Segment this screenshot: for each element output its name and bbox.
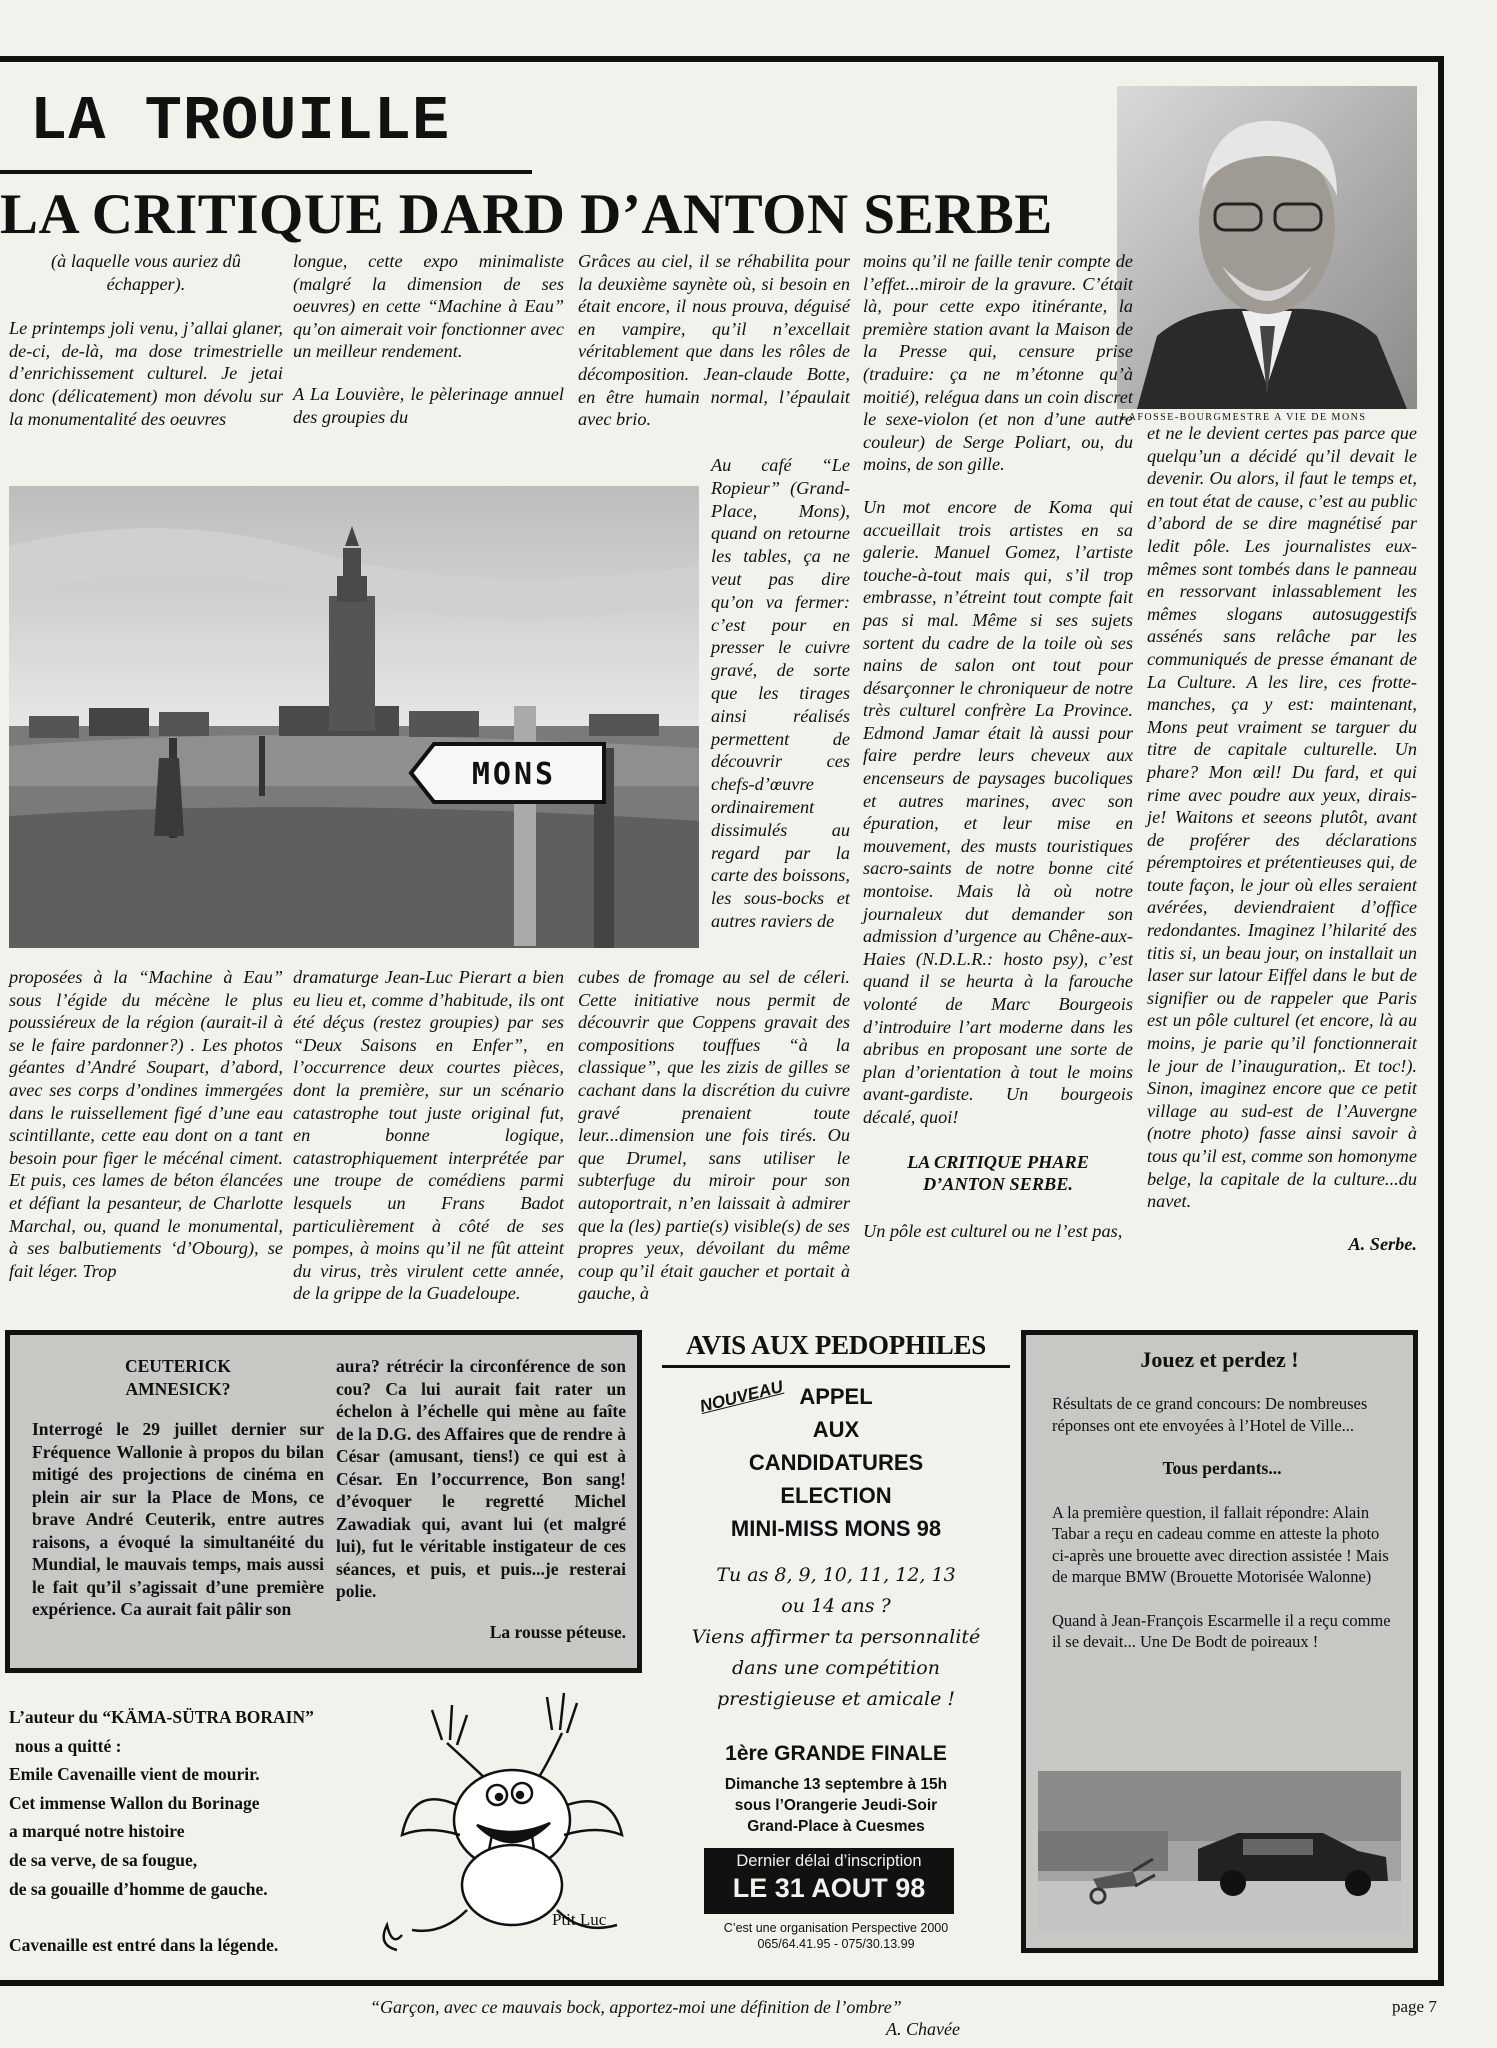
page-frame-bottom [0,1980,1444,1986]
ceuterick-signature: La rousse péteuse. [489,1621,626,1642]
finale-date: Dimanche 13 septembre à 15h [724,1776,948,1793]
footer-quote-author: A. Chavée [886,2019,960,2039]
appel-line: AUX [812,1417,860,1442]
ceuterick-box [5,1330,642,1673]
jouez-paragraph: Résultats de ce grand concours: De nombreuses réponses ont ete envoyées à l’Hotel de Ville... [1052,1394,1368,1435]
script-line: Viens affirmer ta personnalité [691,1626,981,1648]
jouez-paragraph: Quand à Jean-François Escarmelle il a reçu comme il se devait... Une De Bodt de poireaux ! [1052,1610,1391,1651]
page-frame-right [1438,56,1444,1986]
portrait-caption: LAFOSSE-BOURGMESTRE A VIE DE MONS [1121,412,1367,423]
appel-line: APPEL [799,1384,873,1409]
obituary-line: de sa gouaille d’homme de gauche. [9,1878,268,1899]
article-col3-cafe [711,454,850,953]
appel-block [662,1380,1010,1545]
obituary [9,1703,359,1960]
appel-line: CANDIDATURES [748,1450,924,1475]
organizer [662,1920,1010,1952]
ceuterick-text: Interrogé le 29 juillet dernier sur Fréquence Wallonie à propos du bilan mitigé des projections de cinéma en plein air sur la Place de Mons, ce brave André Ceuterik, entre autres raisons, a évoqué la simultanéité du Mundial, le mauvais temps, mais aussi le fait qu’il s’agissait d’une première expérience. Ca aurait fait pâlir son [32,1419,324,1619]
script-line: ou 14 ans ? [781,1595,891,1617]
dragon-cartoon [372,1685,642,1955]
finale-place: Grand-Place à Cuesmes [747,1818,925,1835]
article-paragraph: dramaturge Jean-Luc Pierart a bien eu lieu et, comme d’habitude, ils ont été déçus (restez groupies) par ses “Deux Saisons en Enfer”, en l’occurrence deux courtes pièces, dont la première, sur un scénario catastrophe tout juste original fut, en bonne logique, catastrophiquement interprétée par une troupe de comédiens parmi lesquels un Frans Badot particulièrement à côté de ses pompes, à moins qu’il ne fût atteint du virus, très virulent cette année, de la grippe de la Guadeloupe. [293,967,564,1304]
article-col2-top [293,250,564,448]
article-col1-bottom [9,966,283,1302]
ceuterick-col2 [336,1355,626,1643]
obituary-line: nous a quitté : [15,1735,122,1756]
article-lede: (à laquelle vous auriez dû échapper). [51,251,241,294]
jouez-paragraph: A la première question, il fallait répondre: Alain Tabar a reçu en cadeau comme en atteste la photo ci-après une brouette avec direction assistée ! Mais de marque BMW (Brouette Motorisée Walonne) [1052,1502,1389,1586]
article-paragraph: moins qu’il ne faille tenir compte de l’effet...miroir de la gravure. C’était là, pour cette expo itinérante, la première station avant la Maison de la Presse qui, censure prise (traduire: ça ne m’étonne qu’à moitié), relégua dans un coin discret le sexe-violon (et non d’une autre couleur) de Serge Poliart, ou, du moins, de son gille. [863,251,1133,475]
portrait-photo [1117,86,1417,409]
finale-place: sous l’Orangerie Jeudi-Soir [734,1797,938,1814]
avis-poster [662,1370,1010,1965]
script-line: prestigieuse et amicale ! [716,1688,955,1710]
page-frame-top [0,56,1444,62]
article-col3-top [578,250,850,451]
nouveau-badge: NOUVEAU [697,1377,785,1417]
jouez-title: Jouez et perdez ! [1140,1347,1299,1372]
article-paragraph: Grâces au ciel, il se réhabilita pour la deuxième saynète où, si besoin en était encore, il nous prouva, déguisé en vampire, qu’il n’excellait véritablement que dans les rôles de décomposition. Jean-claude Botte, en être humain normal, l’épaulait avec brio. [578,251,850,430]
organizer-text: C’est une organisation Perspective 2000 [723,1921,949,1935]
jouez-content [1052,1393,1392,1653]
ceuterick-col1 [32,1355,324,1621]
footer-quote: “Garçon, avec ce mauvais bock, apportez-moi une définition de l’ombre” [370,1997,902,2017]
article-signature: LA CRITIQUE PHARE D’ANTON SERBE. [907,1151,1089,1195]
masthead: LA TROUILLE [30,86,451,157]
article-paragraph: Au café “Le Ropieur” (Grand-Place, Mons), quand on retourne les tables, ça ne veut pas dire qu’on va fermer: c’est pour en presser le cuivre gravé, de sorte que les tirages ainsi réalisés permettent de découvrir ces chefs-d’œuvre ordinairement dissimulés au regard par la carte des boissons, les sous-bocks et autres raviers de [711,455,850,931]
cartoon-signature: Ptit Luc [552,1910,607,1929]
article-col4 [863,250,1133,1262]
article-paragraph: cubes de fromage au sel de céleri. Cette initiative nous permit de découvrir que Coppens gravait des compositions touffues “à la classique”, que les zizis de gilles se cachant dans la discrétion du cuivre gravé prenaient toute leur...dimension une fois tirés. Ou que Drumel, sans utiliser le subterfuge du miroir pour son autoportrait, n’en laissait à admirer que la (les) partie(s) visible(s) de ses propres yeux, dévoilant du même coup qu’il était gaucher et portait à gauche, à [578,967,850,1304]
deadline-label: Dernier délai d’inscription [736,1852,922,1870]
article-paragraph: Le printemps joli venu, j’allai glaner, de-ci, de-là, ma dose trimestrielle d’enrichissement culturel. Je jetai donc (délicatement) mon dévolu sur la monumentalité des oeuvres [9,318,283,429]
obituary-line: Emile Cavenaille vient de mourir. [9,1764,260,1785]
obituary-line: Cet immense Wallon du Borinage [9,1792,260,1813]
jouez-subtitle: Tous perdants... [1162,1458,1282,1478]
article-col2-bottom [293,966,564,1325]
appel-line: MINI-MISS MONS 98 [730,1516,942,1541]
organizer-phones: 065/64.41.95 - 075/30.13.99 [757,1937,915,1951]
article-col3-bottom [578,966,850,1325]
article-author: A. Serbe. [1348,1233,1417,1254]
masthead-rule [0,170,532,174]
obituary-last-line: Cavenaille est entré dans la légende. [9,1935,279,1956]
mons-sign-text: MONS [471,757,557,792]
avis-title-rule [662,1365,1010,1368]
obituary-line: de sa verve, de sa fougue, [9,1849,198,1870]
article-paragraph: proposées à la “Machine à Eau” sous l’égide du mécène le plus poussiéreux de la région (aurait-il à se le faire pardonner?) . Les photos géantes d’André Soupart, d’abord, avec ses corps d’ondines immergées dans le ruissellement figé d’une eau scintillante, cette eau dont on a tant besoin pour figer le mécénal ciment. Et puis, ces lames de béton élancées et défiant la pesanteur, de Charlotte Marchal, ou, quand le monumental, à ses balbutiements ‘d’Obourg), se fait léger. Trop [9,967,283,1281]
article-col5 [1147,422,1417,1275]
article-col1-top [9,250,283,450]
car-wheelbarrow-photo [1038,1771,1401,1934]
ceuterick-title: CEUTERICK AMNESICK? [125,1356,231,1399]
appel-line: ELECTION [780,1483,892,1508]
headline: LA CRITIQUE DARD D’ANTON SERBE [0,183,1053,246]
article-paragraph: longue, cette expo minimaliste (malgré la dimension de ses oeuvres) en cette “Machine à Eau” qu’on aimerait voir fonctionner avec un meilleur rendement. [293,251,564,362]
script-line: Tu as 8, 9, 10, 11, 12, 13 [716,1564,956,1586]
finale-details [662,1774,1010,1837]
obituary-line: a marqué notre histoire [9,1821,185,1842]
jouez-box [1021,1330,1418,1953]
page-number: page 7 [1392,1997,1437,2016]
article-paragraph: Un mot encore de Koma qui accueillait trois artistes en sa galerie. Manuel Gomez, l’artiste touche-à-tout mais qui, s’il trop embrasse, n’étreint tout compte fait pas si mal. Même si ses sujets sortent du cadre de la toile où ses nains de salon ont tout pour désarçonner le chroniqueur de notre très culturel confrère La Province. Edmond Jamar était là aussi pour faire perdre leurs cheveux aux encenseurs de paysages bucoliques et autres marines, avec son épuration, et leur mise en mouvement, des musts touristiques sacro-saints de notre bonne cité montoise. Mais là où notre journaleux dut demander son admission d’urgence au Chêne-aux-Haies (N.D.L.R.: hosto psy), c’est quand il se heurta à la farouche volonté de Marc Bourgeois d’introduire l’art moderne dans les abribus en proposant une sorte de plan d’orientation à tout le moins avant-gardiste. Un bourgeois décalé, quoi! [863,496,1133,1127]
article-paragraph: Un pôle est culturel ou ne l’est pas, [863,1220,1123,1241]
obituary-line: L’auteur du “KÄMA-SÜTRA BORAIN” [9,1707,314,1727]
ceuterick-text: aura? rétrécir la circonférence de son cou? Ca lui aurait fait rater un échelon à l’échelle qui mène au faîte de la D.G. des Affaires que de rendre à César (amusant, tiens!) ce qui est à César. En l’occurrence, Bon sang! d’évoquer le regretté Michel Zawadiak qui, avant lui (et malgré lui), fut le véritable instigateur de ces séances, et puis, et puis...je resterai polie. [336,1356,626,1601]
article-paragraph: A La Louvière, le pèlerinage annuel des groupies du [293,383,564,427]
script-block [662,1560,1010,1715]
article-paragraph: et ne le devient certes pas parce que quelqu’un a décidé qu’il devait le devenir. Ou alors, il faut le temps et, en tout état de cause, c’est au public d’abord de se dire magnétisé par ledit pôle. Les journalistes eux-mêmes sont tombés dans le panneau en ressorvant inlassablement les mêmes slogans autosuggestifs assénés sans relâche par les communiqués de presse émanant de La Culture. A les lire, ces frotte-manches, ça y est: maintenant, Mons peut vraiment se targuer du titre de capitale culturelle. Un phare? Mon œil! Du fard, et qui rime avec poudre aux yeux, dirais-je! Waitons et seeons plutôt, avant de proférer des déclarations péremptoires et prétentieuses qui, de toute façon, le jour où elles seraient avérées, deviendraient d’office redondantes. Imaginez l’hilarité des titis si, un beau jour, on installait un laser sur latour Eiffel dans le but de signifier ou de rappeler que Paris est un pôle culturel (et encore, là au moins, je parie qu’il fonctionnerait le jour de l’inauguration,. Et toc!). Sinon, imaginez encore que ce petit village au sud-est de l’Auvergne (notre photo) fasse ainsi savoir à tous qu’il est, comme son homonyme belge, la capitale de la culture...du navet. [1147,423,1417,1212]
finale-title: 1ère GRANDE FINALE [725,1742,947,1765]
deadline-date: LE 31 AOUT 98 [732,1873,926,1903]
mons-village-photo [9,486,699,948]
script-line: dans une compétition [732,1657,940,1679]
deadline-box [704,1848,954,1914]
avis-title: AVIS AUX PEDOPHILES [686,1330,986,1360]
footer-quote-block [370,1996,970,2040]
